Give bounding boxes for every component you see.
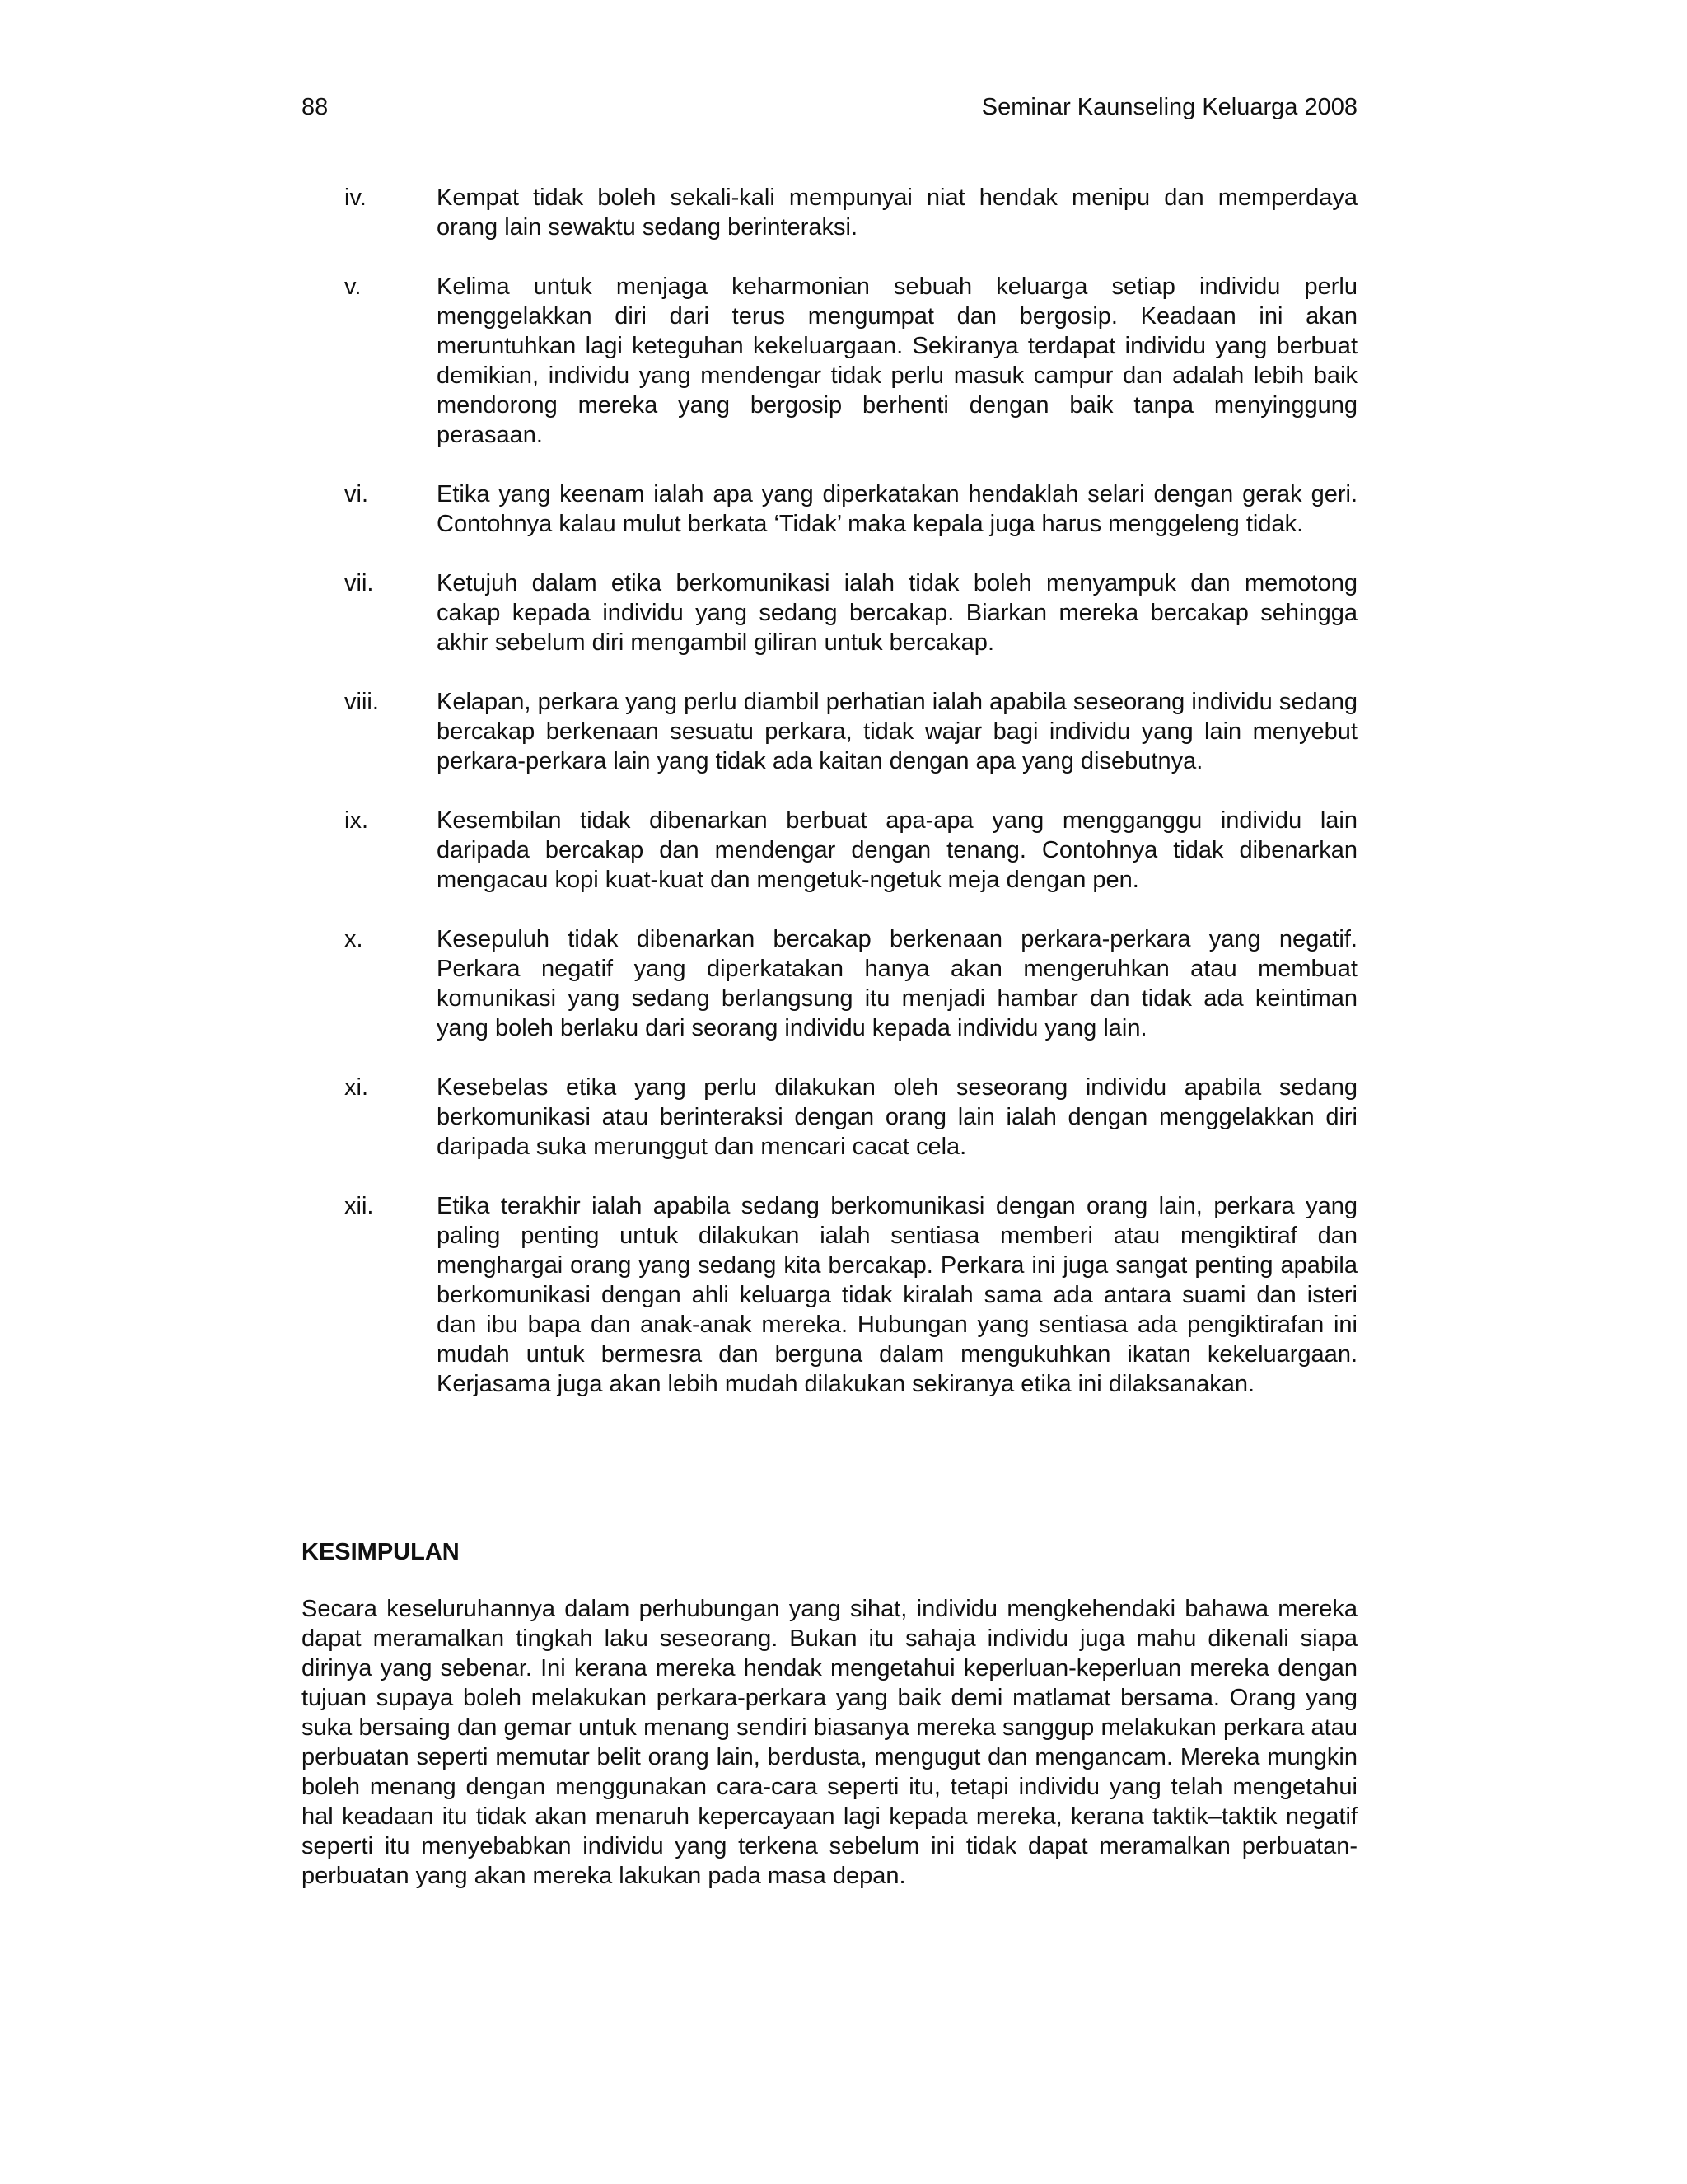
section-paragraph: Secara keseluruhannya dalam perhubungan yang sihat, individu mengkehendaki bahawa mereka dapat meramalkan tingkah laku seseorang. Bukan itu sahaja individu juga mahu dikenali siapa dirinya yang sebenar. Ini kerana mereka hendak mengetahui keperluan-keperluan mereka dengan tujuan supaya boleh melakukan perkara-perkara yang baik demi matlamat bersama. Orang yang suka bersaing dan gemar untuk menang sendiri biasanya mereka sanggup melakukan perkara atau perbuatan seperti memutar belit orang lain, berdusta, mengugut dan mengancam. Mereka mungkin boleh menang dengan menggunakan cara-cara seperti itu, tetapi individu yang telah mengetahui hal keadaan itu tidak akan menaruh kepercayaan lagi kepada mereka, kerana taktik–taktik negatif seperti itu menyebabkan individu yang terkena sebelum ini tidak dapat meramalkan perbuatan-perbuatan yang akan mereka lakukan pada masa depan. xyxy=(301,1596,1358,1889)
list-item-text: Kesebelas etika yang perlu dilakukan oleh seseorang individu apabila sedang berkomunikasi atau berinteraksi dengan orang lain ialah dengan menggelakkan diri daripada suka merunggut dan mencari cacat cela. xyxy=(437,1074,1358,1160)
list-item-text: Kelapan, perkara yang perlu diambil perhatian ialah apabila seseorang individu sedang bercakap berkenaan sesuatu perkara, tidak wajar bagi individu yang lain menyebut perkara-perkara lain yang tidak ada kaitan dengan apa yang disebutnya. xyxy=(437,689,1358,774)
list-item-numeral: xi. xyxy=(344,1074,368,1101)
list-item xyxy=(344,272,1358,450)
list-item-numeral: vii. xyxy=(344,570,374,596)
section-heading: KESIMPULAN xyxy=(301,1539,460,1565)
list-item xyxy=(344,479,1358,539)
list-item-numeral: x. xyxy=(344,926,363,952)
ethics-list xyxy=(344,183,1358,1429)
list-item xyxy=(344,183,1358,242)
list-item xyxy=(344,1191,1358,1399)
list-item-numeral: iv. xyxy=(344,185,367,211)
list-item-text: Ketujuh dalam etika berkomunikasi ialah tidak boleh menyampuk dan memotong cakap kepada individu yang sedang bercakap. Biarkan mereka bercakap sehingga akhir sebelum diri mengambil giliran untuk bercakap. xyxy=(437,570,1358,656)
list-item-text: Kesembilan tidak dibenarkan berbuat apa-apa yang mengganggu individu lain daripada bercakap dan mendengar dengan tenang. Contohnya tidak dibenarkan mengacau kopi kuat-kuat dan mengetuk-ngetuk meja dengan pen. xyxy=(437,807,1358,893)
list-item-numeral: xii. xyxy=(344,1193,374,1219)
list-item xyxy=(344,806,1358,895)
list-item-text: Kempat tidak boleh sekali-kali mempunyai niat hendak menipu dan memperdaya orang lain sewaktu sedang berinteraksi. xyxy=(437,185,1358,241)
list-item-numeral: v. xyxy=(344,274,362,300)
list-item xyxy=(344,687,1358,776)
list-item-numeral: vi. xyxy=(344,481,368,507)
running-title: Seminar Kaunseling Keluarga 2008 xyxy=(981,94,1358,120)
list-item xyxy=(344,924,1358,1043)
list-item-text: Etika terakhir ialah apabila sedang berkomunikasi dengan orang lain, perkara yang paling penting untuk dilakukan ialah sentiasa memberi atau mengiktiraf dan menghargai orang yang sedang kita bercakap. Perkara ini juga sangat penting apabila berkomunikasi dengan ahli keluarga tidak kiralah sama ada antara suami dan isteri dan ibu bapa dan anak-anak mereka. Hubungan yang sentiasa ada pengiktirafan ini mudah untuk bermesra dan berguna dalam mengukuhkan ikatan kekeluargaan. Kerjasama juga akan lebih mudah dilakukan sekiranya etika ini dilaksanakan. xyxy=(437,1193,1358,1397)
list-item-text: Kelima untuk menjaga keharmonian sebuah keluarga setiap individu perlu menggelakkan diri dari terus mengumpat dan bergosip. Keadaan ini akan meruntuhkan lagi keteguhan kekeluargaan. Sekiranya terdapat individu yang berbuat demikian, individu yang mendengar tidak perlu masuk campur dan adalah lebih baik mendorong mereka yang bergosip berhenti dengan baik tanpa menyinggung perasaan. xyxy=(437,274,1358,448)
list-item-text: Etika yang keenam ialah apa yang diperkatakan hendaklah selari dengan gerak geri. Contohnya kalau mulut berkata ‘Tidak’ maka kepala juga harus menggeleng tidak. xyxy=(437,481,1358,537)
list-item-numeral: viii. xyxy=(344,689,379,715)
list-item-text: Kesepuluh tidak dibenarkan bercakap berkenaan perkara-perkara yang negatif. Perkara negatif yang diperkatakan hanya akan mengeruhkan atau membuat komunikasi yang sedang berlangsung itu menjadi hambar dan tidak ada keintiman yang boleh berlaku dari seorang individu kepada individu yang lain. xyxy=(437,926,1358,1041)
page-header xyxy=(301,91,1358,124)
list-item xyxy=(344,568,1358,657)
list-item xyxy=(344,1073,1358,1162)
page-number: 88 xyxy=(301,94,329,120)
list-item-numeral: ix. xyxy=(344,807,368,834)
